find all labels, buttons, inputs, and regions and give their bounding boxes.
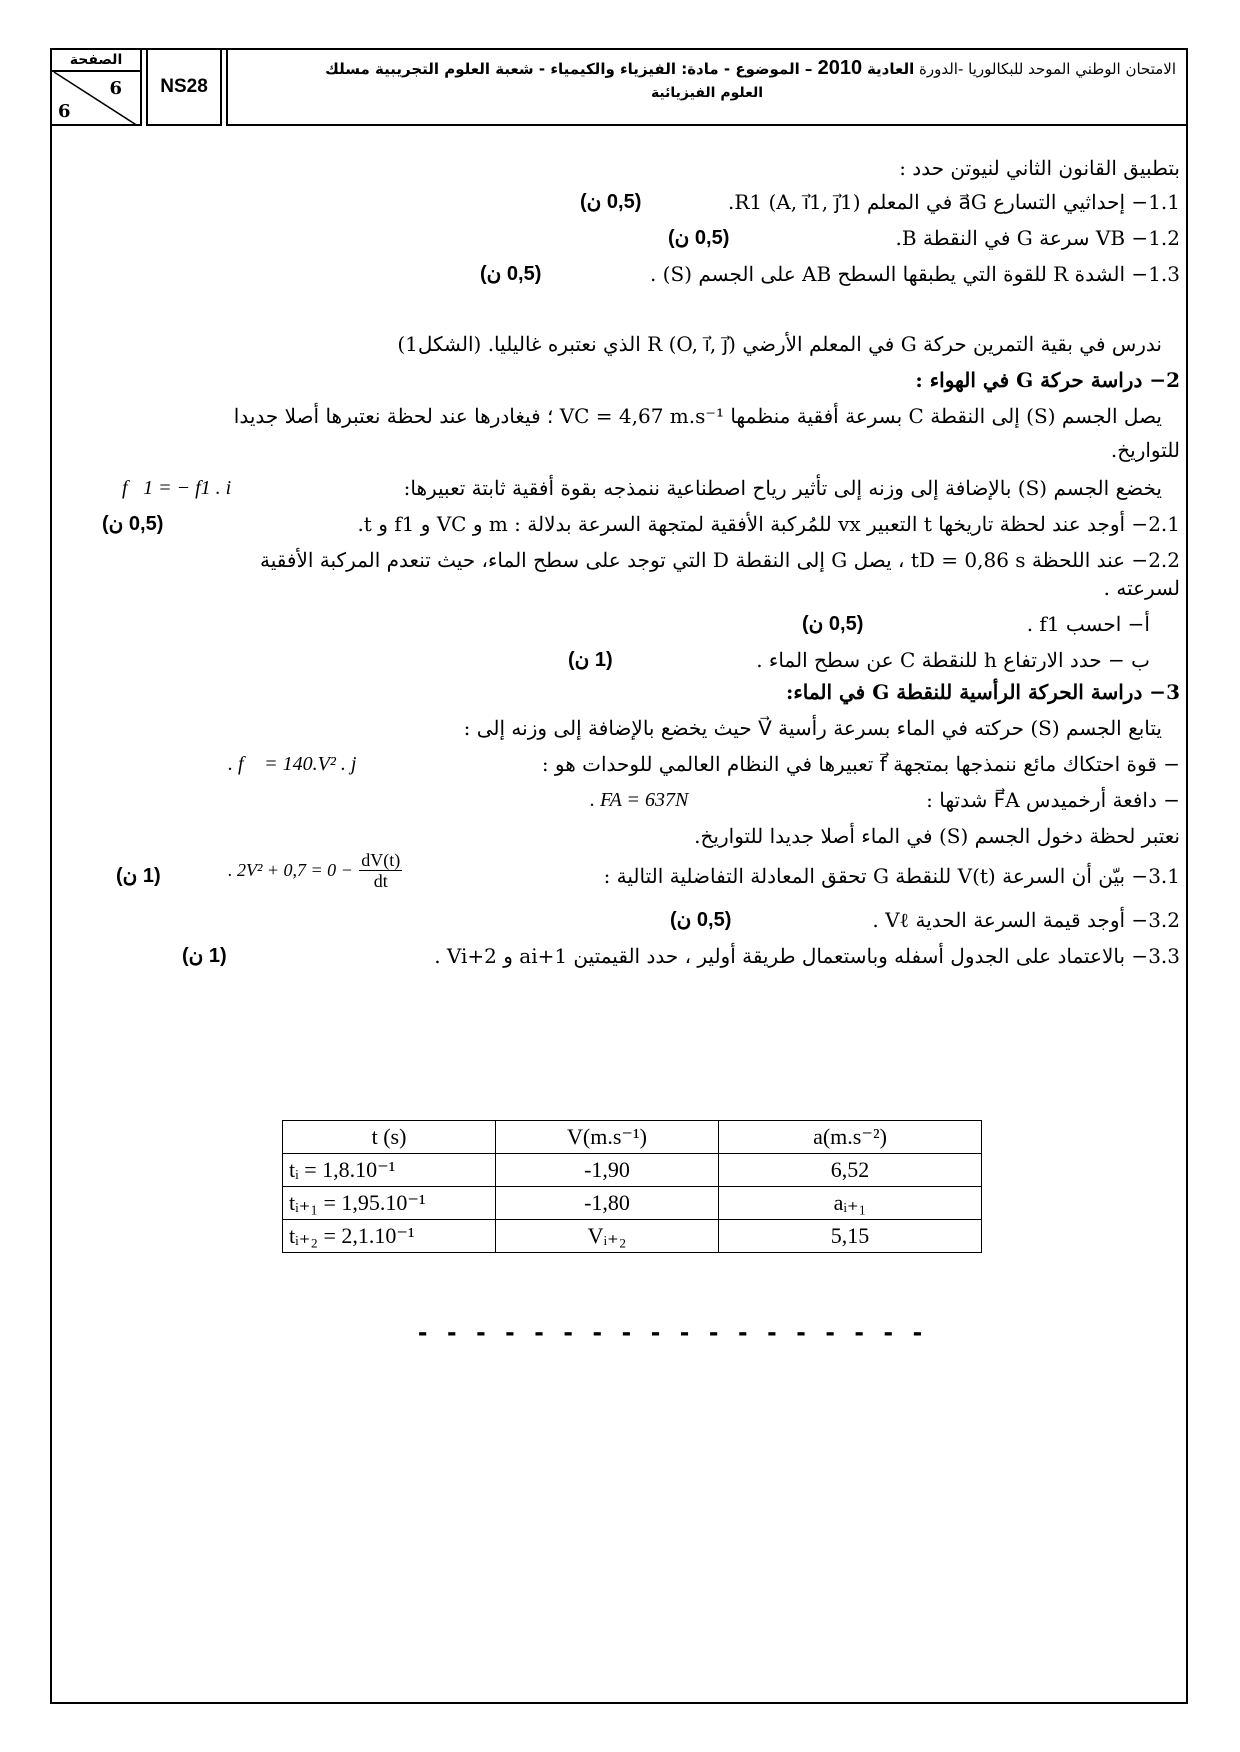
section-3-para-4: نعتبر لحظة دخول الجسم (S) في الماء أصلا جديدا للتواريخ. bbox=[694, 824, 1180, 848]
q2-2a-points: (0,5 ن) bbox=[802, 613, 864, 635]
header-cell: a(m.s⁻²) bbox=[719, 1121, 982, 1154]
q1-2-points: (0,5 ن) bbox=[668, 227, 730, 249]
exam-title bbox=[226, 48, 1188, 126]
section-3-archimedes: − دافعة أرخميدس F⃗A شدتها : bbox=[926, 788, 1180, 812]
frac-num: dV(t) bbox=[361, 850, 401, 870]
section-2-para-1b: للتواريخ. bbox=[1110, 438, 1180, 462]
diff-equation bbox=[228, 850, 402, 891]
intro: بتطبيق القانون الثاني لنيوتن حدد : bbox=[899, 156, 1180, 180]
subject: الفيزياء والكيمياء bbox=[550, 60, 676, 78]
header-cell: V(m.s⁻¹) bbox=[496, 1121, 719, 1154]
q3-1-points: (1 ن) bbox=[116, 865, 161, 887]
q3-3-points: (1 ن) bbox=[182, 945, 227, 967]
table-row bbox=[283, 1154, 982, 1187]
question-3-1: 3.1− بيّن أن السرعة V(t) للنقطة G تحقق المعادلة التفاضلية التالية : bbox=[603, 864, 1180, 888]
table-cell: -1,90 bbox=[496, 1154, 719, 1187]
table-cell: 6,52 bbox=[719, 1154, 982, 1187]
euler-table bbox=[282, 1120, 982, 1253]
question-3-3: 3.3− بالاعتماد على الجدول أسفله وباستعمال طريقة أولير ، حدد القيمتين ai+1 و Vi+2 . bbox=[434, 944, 1180, 968]
track: العلوم الفيزيائية bbox=[650, 85, 764, 101]
diff-eq-fraction bbox=[359, 850, 402, 891]
question-2-1: 2.1− أوجد عند لحظة تاريخها t التعبير vx للمُركبة الأفقية لمتجهة السرعة بدلالة : m و VC و f1 و t. bbox=[357, 512, 1180, 536]
q2-2b-points: (1 ن) bbox=[568, 649, 613, 671]
page-number: 6 bbox=[109, 78, 122, 99]
table-cell: aᵢ₊₁ bbox=[719, 1187, 982, 1220]
exam-year: 2010 bbox=[817, 57, 863, 79]
question-3-2: 3.2− أوجد قيمة السرعة الحدية Vℓ . bbox=[872, 908, 1180, 932]
study-frame-note: ندرس في بقية التمرين حركة G في المعلم الأرضي R (O, i⃗, j⃗) الذي نعتبره غاليليا. (الشكل1) bbox=[397, 332, 1162, 356]
table-row bbox=[283, 1187, 982, 1220]
q2-1-points: (0,5 ن) bbox=[102, 513, 164, 535]
section-2-para-2: يخضع الجسم (S) بالإضافة إلى وزنه إلى تأثير رياح اصطناعية ننمذجه بقوة أفقية ثابتة تعبيرها: bbox=[403, 476, 1162, 500]
question-1-2: 1.2− VB سرعة G في النقطة B. bbox=[895, 226, 1180, 250]
page-total: 6 bbox=[58, 101, 71, 122]
question-2-2: 2.2− عند اللحظة tD = 0,86 s ، يصل G إلى النقطة D التي توجد على سطح الماء، حيث تنعدم المركبة الأفقية bbox=[260, 548, 1180, 572]
table-cell: tᵢ₊₂ = 2,1.10⁻¹ bbox=[283, 1220, 496, 1253]
question-1-3: 1.3− الشدة R للقوة التي يطبقها السطح AB على الجسم (S) . bbox=[649, 262, 1180, 286]
friction-eq: f⃗ = 140.V² . j⃗ . bbox=[228, 753, 372, 775]
page-label: الصفحة bbox=[52, 50, 140, 72]
section-2-para-1: يصل الجسم (S) إلى النقطة C بسرعة أفقية منظمها VC = 4,67 m.s⁻¹ ؛ فيغادرها عند لحظة نعتبرها أصلا جديدا bbox=[233, 404, 1162, 428]
q1-3-points: (0,5 ن) bbox=[480, 263, 542, 285]
question-1-1: 1.1− إحداثيي التسارع a⃗G في المعلم R1 (A, i⃗1, j⃗1). bbox=[728, 190, 1180, 214]
frac-den: dt bbox=[373, 871, 388, 891]
wind-force-eq: f⃗1 = − f1 . i⃗ bbox=[122, 477, 247, 499]
table-cell: tᵢ₊₁ = 1,95.10⁻¹ bbox=[283, 1187, 496, 1220]
session: العادية bbox=[866, 60, 915, 78]
section-3-title: 3− دراسة الحركة الرأسية للنقطة G في الماء: bbox=[785, 680, 1180, 704]
table-cell: tᵢ = 1,8.10⁻¹ bbox=[283, 1154, 496, 1187]
diff-eq-rest: − 2V² + 0,7 = 0 . bbox=[228, 860, 353, 880]
title-pre: الامتحان الوطني الموحد للبكالوريا -الدورة bbox=[914, 60, 1176, 78]
page-number-box bbox=[50, 48, 142, 126]
question-2-2-b: ب − حدد الارتفاع h للنقطة C عن سطح الماء . bbox=[756, 648, 1150, 672]
end-separator: - - - - - - - - - - - - - - - - - - bbox=[418, 1316, 929, 1347]
table-row bbox=[283, 1220, 982, 1253]
title-mid: – الموضوع - مادة: bbox=[675, 60, 818, 78]
table-cell: 5,15 bbox=[719, 1220, 982, 1253]
q3-2-points: (0,5 ن) bbox=[670, 909, 732, 931]
archimedes-eq: FA = 637N . bbox=[590, 789, 689, 811]
question-2-2-a: أ− احسب f1 . bbox=[1026, 612, 1150, 636]
header-cell: t (s) bbox=[283, 1121, 496, 1154]
section-3-friction: − قوة احتكاك مائع ننمذجها بمتجهة f⃗ تعبيرها في النظام العالمي للوحدات هو : bbox=[541, 752, 1180, 776]
table-header-row bbox=[283, 1121, 982, 1154]
table-cell: Vᵢ₊₂ bbox=[496, 1220, 719, 1253]
question-2-2b: لسرعته . bbox=[1103, 576, 1180, 600]
q1-1-points: (0,5 ن) bbox=[580, 191, 642, 213]
table-cell: -1,80 bbox=[496, 1187, 719, 1220]
title-post: - شعبة العلوم التجريبية مسلك bbox=[325, 60, 551, 78]
section-3-para-1: يتابع الجسم (S) حركته في الماء بسرعة رأسية V⃗ حيث يخضع بالإضافة إلى وزنه إلى : bbox=[463, 716, 1162, 740]
section-2-title: 2− دراسة حركة G في الهواء : bbox=[915, 368, 1180, 392]
exam-code: NS28 bbox=[146, 48, 222, 126]
